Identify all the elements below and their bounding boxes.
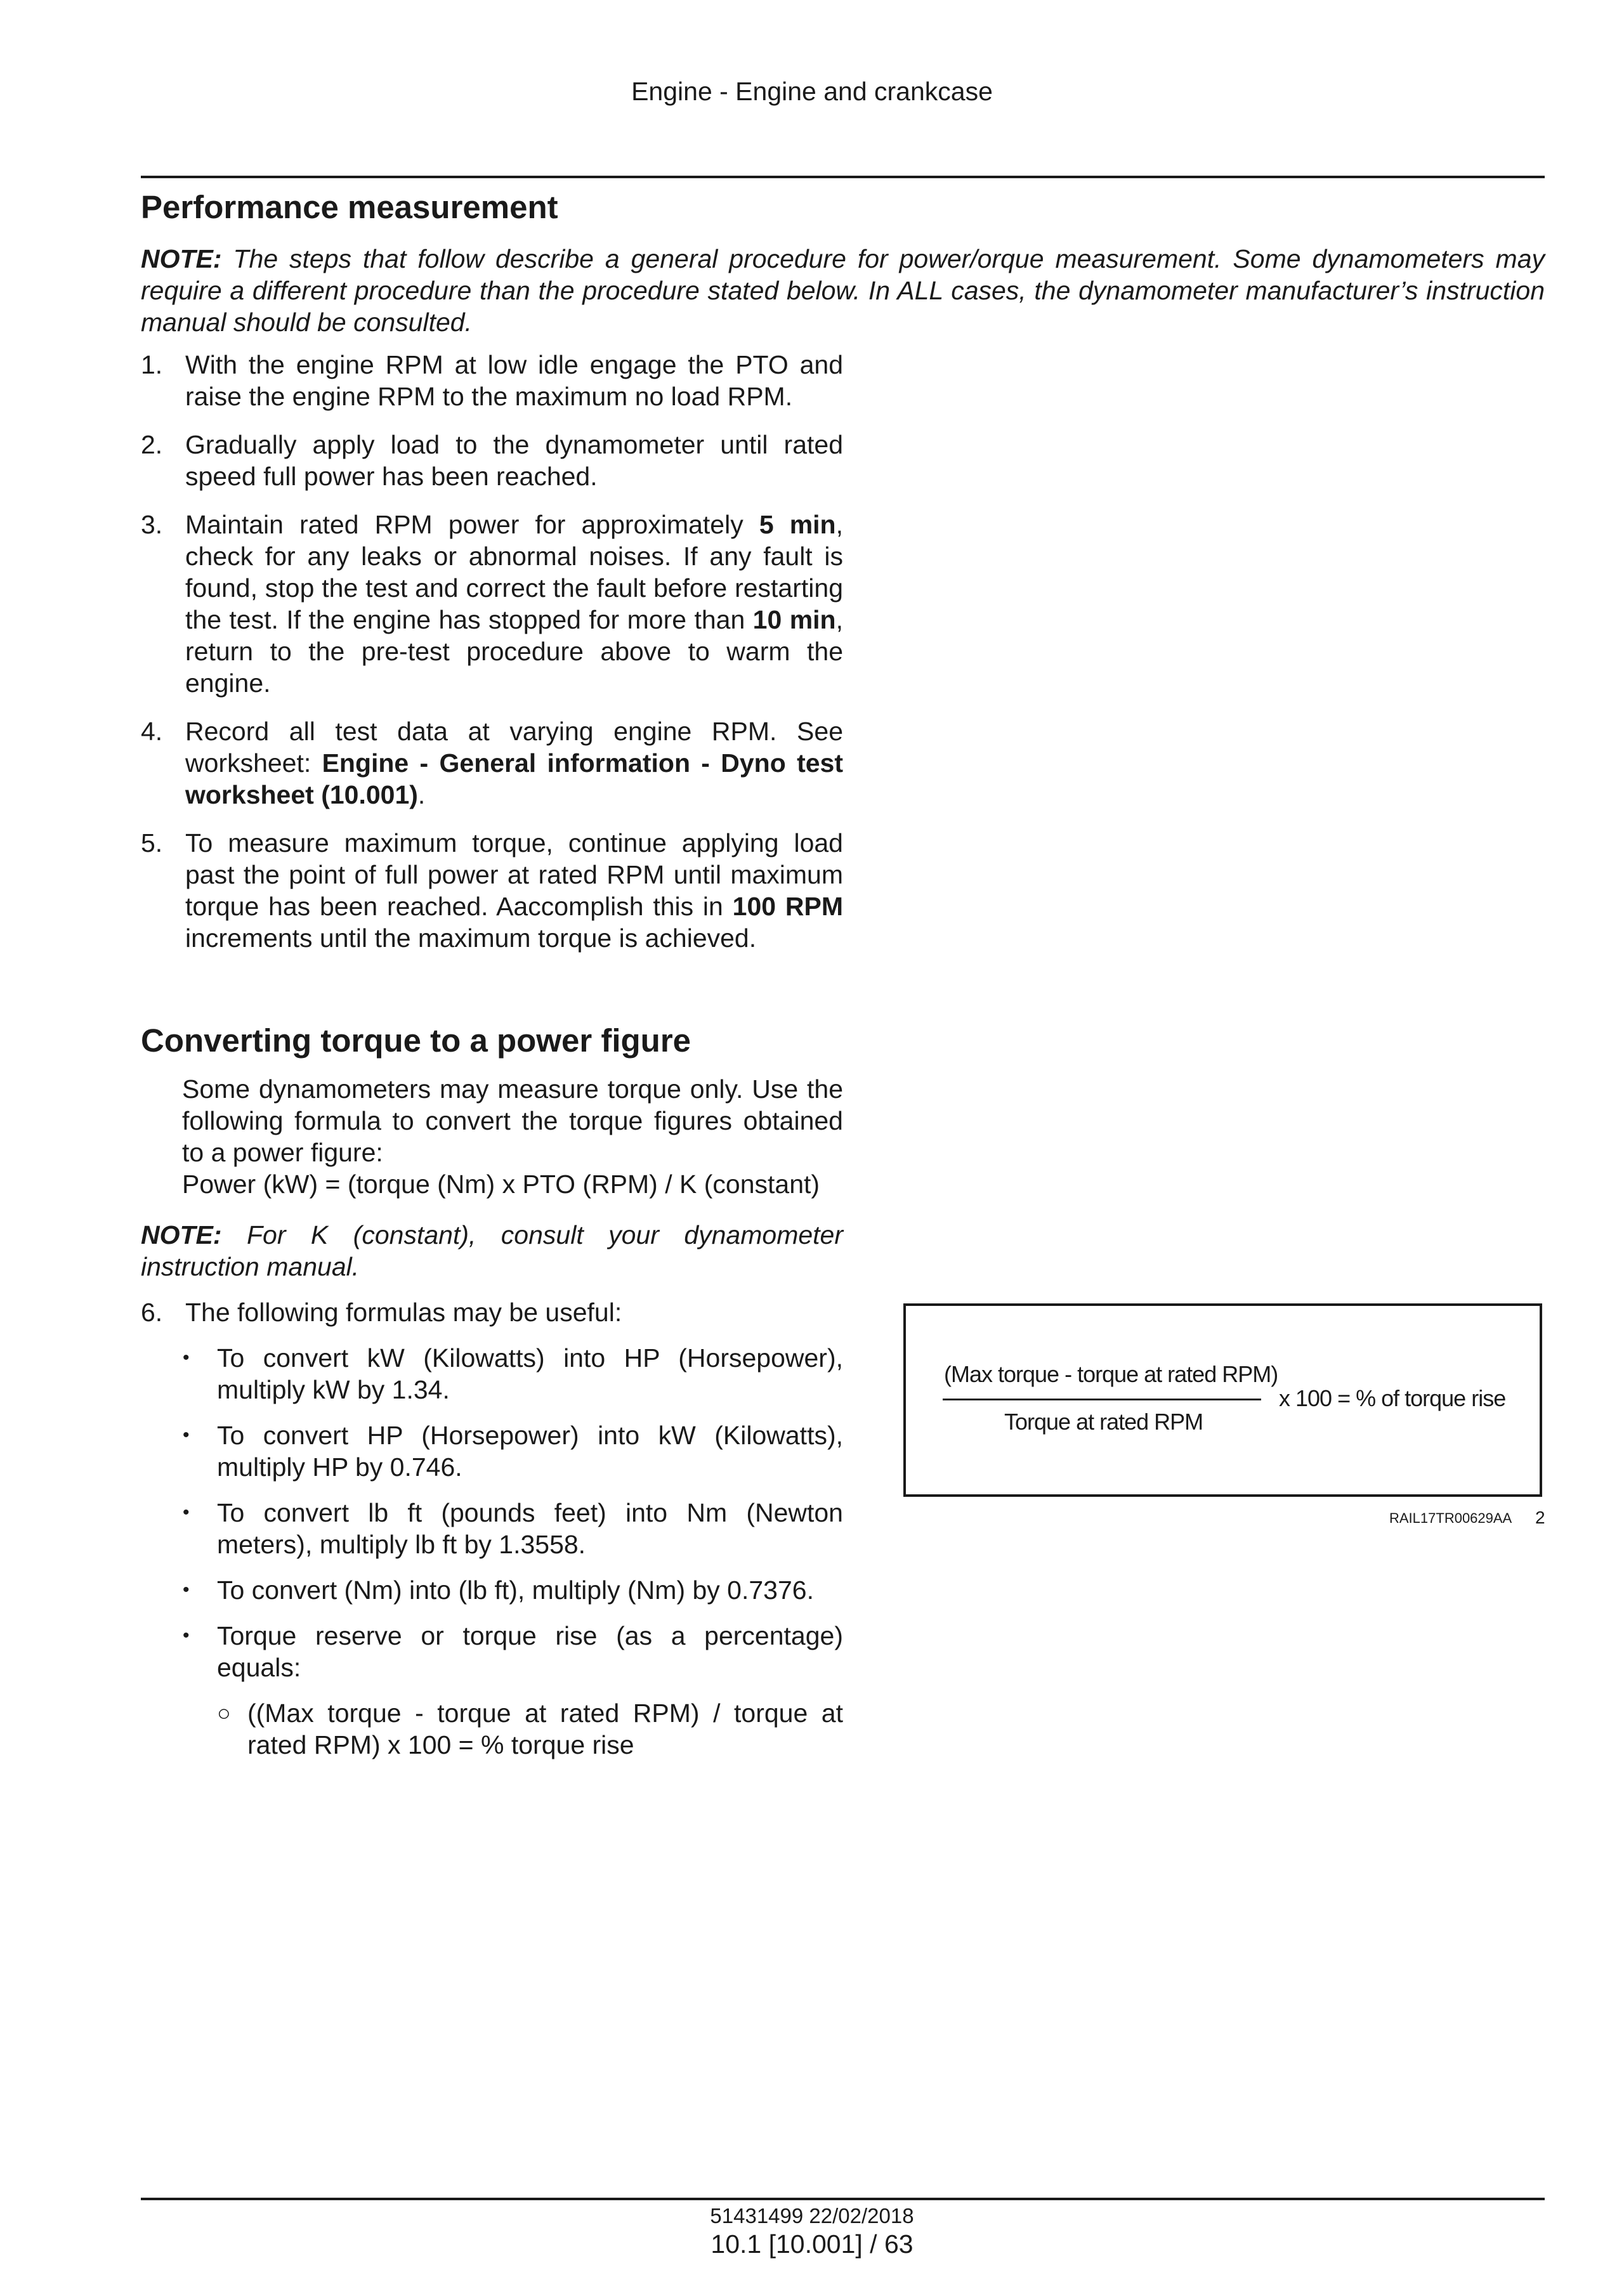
bullet-text: To convert HP (Horsepower) into kW (Kilowatts), multiply HP by 0.746.: [217, 1421, 843, 1482]
step-text-part: Maintain rated RPM power for approximately: [185, 510, 759, 539]
page-header: Engine - Engine and crankcase: [631, 77, 993, 106]
step-6: [141, 1296, 843, 1328]
step-text-part: , return to the pre-test procedure above to warm the engine.: [185, 605, 843, 698]
note-label: NOTE:: [141, 244, 222, 273]
bullet-text: To convert kW (Kilowatts) into HP (Horsepower), multiply kW by 1.34.: [217, 1343, 843, 1404]
power-formula: Power (kW) = (torque (Nm) x PTO (RPM) / K (constant): [182, 1170, 820, 1199]
bullet-icon: •: [183, 1502, 190, 1523]
step-text-part: , check for any leaks or abnormal noises. If any fault is found, stop the test and correct the fault before restarting the test. If the engine has stopped for more than: [185, 510, 843, 634]
step-number: 2.: [141, 430, 163, 459]
section-heading-converting: Converting torque to a power figure: [141, 1022, 691, 1059]
step-3: [141, 509, 843, 699]
step-text: [185, 510, 843, 698]
bullet-icon: •: [183, 1579, 190, 1600]
formula-numerator: (Max torque - torque at rated RPM): [944, 1361, 1278, 1387]
step-text-part: To measure maximum torque, continue applying load past the point of full power at rated RPM until maximum torque has been reached. Aaccomplish this in: [185, 828, 843, 921]
step-4: [141, 715, 843, 811]
step-text: [185, 828, 843, 953]
bullet-item: [141, 1419, 843, 1483]
step-number: 6.: [141, 1298, 163, 1327]
fraction-bar: [943, 1399, 1261, 1400]
step-number: 4.: [141, 717, 163, 746]
formulas-list: [141, 1296, 843, 1761]
bullet-text: To convert lb ft (pounds feet) into Nm (Newton meters), multiply lb ft by 1.3558.: [217, 1498, 843, 1559]
step-2: [141, 429, 843, 492]
sub-bullet-item: [141, 1697, 843, 1761]
step-text: [185, 717, 843, 809]
bullet-item: [141, 1620, 843, 1683]
duration-value: 10 min: [752, 605, 836, 634]
header-rule: [141, 176, 1545, 178]
torque-rise-formula-figure: [903, 1303, 1542, 1497]
footer-page-number: 10.1 [10.001] / 63: [710, 2229, 914, 2259]
step-number: 5.: [141, 828, 163, 858]
step-text-part: Record all test data at varying engine RPM. See worksheet:: [185, 717, 843, 778]
step-text: Gradually apply load to the dynamometer until rated speed full power has been reached.: [185, 430, 843, 491]
bullet-icon: •: [183, 1425, 190, 1445]
bullet-icon: •: [183, 1625, 190, 1646]
circle-bullet-icon: ○: [217, 1700, 231, 1726]
intro-text: Some dynamometers may measure torque only. Use the following formula to convert the torque figures obtained to a power figure:: [182, 1074, 843, 1167]
step-number: 1.: [141, 350, 163, 379]
note-performance: [141, 243, 1545, 338]
bullet-item: [141, 1574, 843, 1606]
note-text: For K (constant), consult your dynamometer instruction manual.: [141, 1220, 843, 1281]
note-text: The steps that follow describe a general procedure for power/orque measurement. Some dynamometers may require a different procedure than the procedure stated below. In ALL cases, the dynamometer manufacturer’s instruction manual should be consulted.: [141, 244, 1545, 337]
step-text: With the engine RPM at low idle engage the PTO and raise the engine RPM to the maximum no load RPM.: [185, 350, 843, 411]
duration-value: 5 min: [759, 510, 836, 539]
footer-rule: [141, 2198, 1545, 2200]
step-5: [141, 827, 843, 954]
figure-index: 2: [1535, 1508, 1545, 1527]
formula-denominator: Torque at rated RPM: [1004, 1409, 1203, 1435]
bullet-text: Torque reserve or torque rise (as a percentage) equals:: [217, 1621, 843, 1682]
note-constant: [141, 1219, 843, 1282]
section-heading-performance: Performance measurement: [141, 189, 558, 225]
bullet-item: [141, 1497, 843, 1560]
footer-doc-id: 51431499 22/02/2018: [710, 2204, 914, 2228]
bullet-icon: •: [183, 1347, 190, 1368]
step-1: [141, 349, 843, 412]
step-text: The following formulas may be useful:: [185, 1298, 622, 1327]
rpm-value: 100 RPM: [732, 892, 843, 921]
steps-list: [141, 349, 843, 970]
bullet-text: To convert (Nm) into (lb ft), multiply (Nm) by 0.7376.: [217, 1575, 814, 1605]
bullet-item: [141, 1342, 843, 1406]
step-text-part: increments until the maximum torque is achieved.: [185, 923, 757, 953]
figure-code: RAIL17TR00629AA: [1389, 1510, 1512, 1526]
worksheet-link[interactable]: Engine - General information - Dyno test worksheet (10.001): [185, 748, 843, 809]
sub-bullet-text: ((Max torque - torque at rated RPM) / torque at rated RPM) x 100 = % torque rise: [247, 1699, 843, 1759]
note-label: NOTE:: [141, 1220, 222, 1249]
step-number: 3.: [141, 510, 163, 539]
converting-intro: [182, 1073, 843, 1200]
formula-result: x 100 = % of torque rise: [1279, 1385, 1506, 1411]
step-text-part: .: [417, 780, 426, 809]
